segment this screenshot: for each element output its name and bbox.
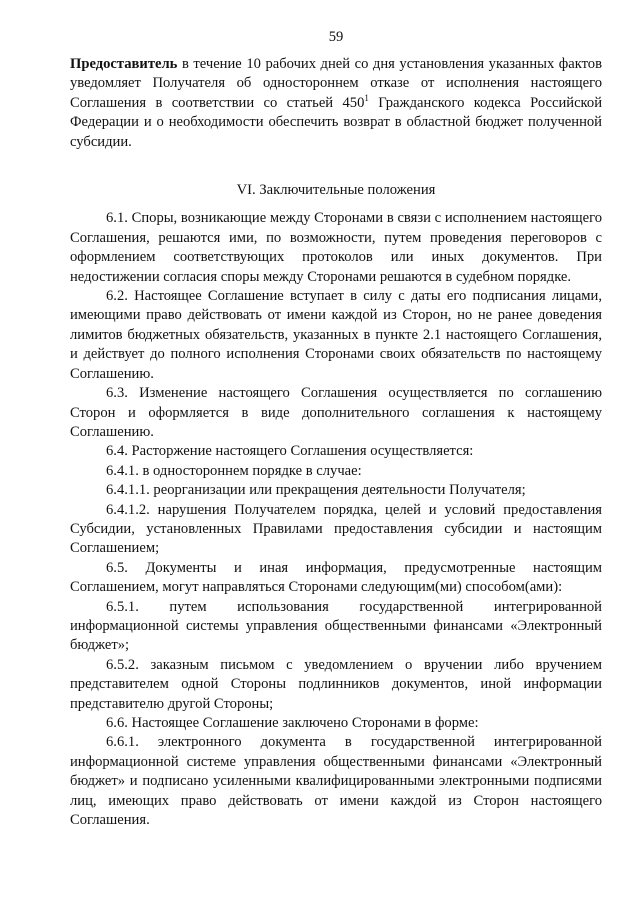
clause-6-6-1: 6.6.1. электронного документа в государственной интегрированной информационной системе управления общественными финансами «Электронный бюджет» и подписано усиленными квалифицированными электронными подписями лиц, имеющих право действовать от имени каждой из Сторон настоящего Соглашения.: [70, 734, 602, 829]
intro-bold-lead: Предоставитель: [70, 56, 178, 72]
clause-6-1: 6.1. Споры, возникающие между Сторонами в связи с исполнением настоящего Соглашения, решаются ими, по возможности, путем проведения переговоров с оформлением соответствующих протоколов или иных документов. При недостижении согласия споры между Сторонами решаются в судебном порядке.: [70, 210, 602, 285]
clause-6-4-1: 6.4.1. в одностороннем порядке в случае:: [106, 462, 362, 479]
clause-6-5-1: 6.5.1. путем использования государственной интегрированной информационной системы управления общественными финансами «Электронный бюджет»;: [70, 598, 602, 654]
intro-superscript: 1: [364, 92, 369, 103]
clause-6-5: 6.5. Документы и иная информация, предусмотренные настоящим Соглашением, могут направляться Сторонами следующим(ми) способом(ами):: [70, 559, 602, 596]
page-number: 59: [328, 29, 344, 45]
intro-paragraph: [70, 55, 602, 152]
document-page: [70, 28, 602, 830]
clause-6-5-2: 6.5.2. заказным письмом с уведомлением о вручении либо вручением представителем одной Стороны подлинников документов, иной информации представителю другой Стороны;: [70, 656, 602, 712]
section-title: VI. Заключительные положения: [236, 182, 436, 199]
clause-6-4: 6.4. Расторжение настоящего Соглашения осуществляется:: [106, 443, 474, 460]
clause-6-3: 6.3. Изменение настоящего Соглашения осуществляется по соглашению Сторон и оформляется в виде дополнительного соглашения к настоящему Соглашению.: [70, 385, 602, 440]
clause-6-2: 6.2. Настоящее Соглашение вступает в силу с даты его подписания лицами, имеющими право действовать от имени каждой из Сторон, но не ранее доведения лимитов бюджетных обязательств, указанных в пункте 2.1 настоящего Соглашения, и действует до полного исполнения Сторонами своих обязательств по настоящему Соглашению.: [70, 288, 602, 382]
intro-text-before-sup: в течение 10 рабочих дней со дня установления указанных фактов уведомляет Получателя об одностороннем отказе от исполнения настоящего Соглашения в соответствии со статьей 450: [70, 56, 602, 111]
intro-text-after-sup: Гражданского кодекса Российской Федерации и о необходимости обеспечить возврат в областной бюджет полученной субсидии.: [70, 94, 603, 150]
clause-6-4-1-2: 6.4.1.2. нарушения Получателем порядка, целей и условий предоставления Субсидии, установленных Правилами предоставления субсидии и настоящим Соглашением;: [70, 501, 602, 557]
clause-6-4-1-1: 6.4.1.1. реорганизации или прекращения деятельности Получателя;: [106, 482, 526, 499]
clause-6-6: 6.6. Настоящее Соглашение заключено Сторонами в форме:: [106, 715, 479, 731]
